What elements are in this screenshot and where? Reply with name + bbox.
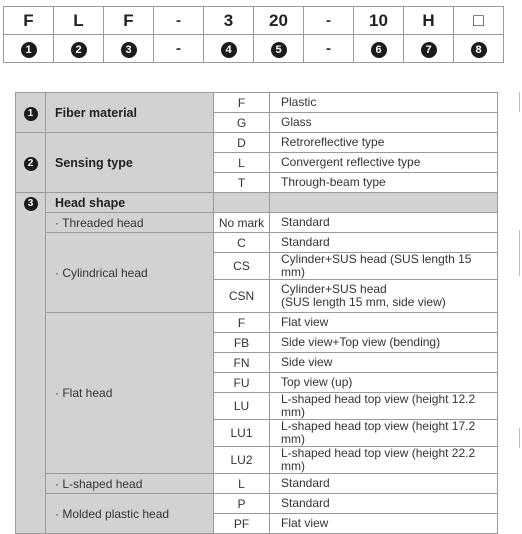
- option-desc: Standard: [270, 213, 498, 233]
- category-label: Sensing type: [46, 133, 214, 193]
- code-separator: -: [304, 7, 354, 35]
- option-code: L: [214, 153, 270, 173]
- option-code: CSN: [214, 280, 270, 313]
- code-letter: F: [4, 7, 54, 35]
- table-row: [16, 213, 498, 233]
- code-letter: L: [54, 7, 104, 35]
- option-code: FU: [214, 373, 270, 393]
- option-desc: Standard: [270, 494, 498, 514]
- option-code: G: [214, 113, 270, 133]
- option-desc: Standard: [270, 233, 498, 253]
- option-desc-line: (SUS length 15 mm, side view): [281, 295, 446, 309]
- option-desc: Flat view: [270, 313, 498, 333]
- page-edge-line: [519, 428, 520, 448]
- page-edge-line: [519, 92, 520, 112]
- code-letter: 10: [354, 7, 404, 35]
- option-desc: Top view (up): [270, 373, 498, 393]
- code-option-box: □: [454, 7, 504, 35]
- option-desc: L-shaped head top view (height 12.2 mm): [270, 393, 498, 420]
- spec-table: [15, 92, 498, 534]
- option-code: FB: [214, 333, 270, 353]
- subcategory-label: · L-shaped head: [46, 474, 214, 494]
- option-desc: Glass: [270, 113, 498, 133]
- code-letter: 20: [254, 7, 304, 35]
- code-letter-row: [4, 7, 504, 35]
- category-label: Fiber material: [46, 93, 214, 133]
- option-desc: Flat view: [270, 514, 498, 534]
- option-desc: Retroreflective type: [270, 133, 498, 153]
- subcategory-label: · Threaded head: [46, 213, 214, 233]
- option-code: D: [214, 133, 270, 153]
- code-letter: H: [404, 7, 454, 35]
- table-row: [16, 494, 498, 514]
- marker-badge: 1: [21, 42, 37, 58]
- marker-badge: 2: [24, 157, 38, 171]
- marker-badge: 3: [24, 197, 38, 211]
- table-row: [16, 93, 498, 113]
- marker-badge: 4: [221, 42, 237, 58]
- option-code: P: [214, 494, 270, 514]
- marker-badge: 5: [271, 42, 287, 58]
- marker-badge: 8: [471, 42, 487, 58]
- option-desc: L-shaped head top view (height 17.2 mm): [270, 420, 498, 447]
- option-desc: Side view: [270, 353, 498, 373]
- option-desc-line: Cylinder+SUS head: [281, 282, 387, 296]
- table-row: [16, 133, 498, 153]
- marker-badge: 2: [71, 42, 87, 58]
- option-code: PF: [214, 514, 270, 534]
- option-desc: Standard: [270, 474, 498, 494]
- category-label: Head shape: [46, 193, 214, 213]
- table-row: [16, 313, 498, 333]
- table-row: [16, 193, 498, 213]
- option-code: FN: [214, 353, 270, 373]
- marker-badge: 7: [421, 42, 437, 58]
- option-desc: L-shaped head top view (height 22.2 mm): [270, 447, 498, 474]
- option-code: LU: [214, 393, 270, 420]
- marker-badge: 6: [371, 42, 387, 58]
- option-code: C: [214, 233, 270, 253]
- part-code-grid: [3, 6, 504, 63]
- option-code: LU2: [214, 447, 270, 474]
- option-code: L: [214, 474, 270, 494]
- marker-badge: 1: [24, 107, 38, 121]
- subcategory-label: · Flat head: [46, 313, 214, 474]
- option-code: LU1: [214, 420, 270, 447]
- option-desc: Side view+Top view (bending): [270, 333, 498, 353]
- option-code: No mark: [214, 213, 270, 233]
- option-desc: Plastic: [270, 93, 498, 113]
- table-row: [16, 474, 498, 494]
- option-code: CS: [214, 253, 270, 280]
- code-letter: 3: [204, 7, 254, 35]
- option-code: T: [214, 173, 270, 193]
- option-desc: Convergent reflective type: [270, 153, 498, 173]
- option-code: F: [214, 93, 270, 113]
- marker-badge: 3: [121, 42, 137, 58]
- option-desc: Cylinder+SUS head (SUS length 15 mm): [270, 253, 498, 280]
- option-desc: Through-beam type: [270, 173, 498, 193]
- option-code: F: [214, 313, 270, 333]
- code-separator: -: [154, 7, 204, 35]
- page-edge-line: [519, 230, 520, 276]
- code-marker-row: [4, 35, 504, 63]
- option-desc: [270, 280, 498, 313]
- code-separator: -: [154, 35, 204, 63]
- table-row: [16, 233, 498, 253]
- subcategory-label: · Molded plastic head: [46, 494, 214, 534]
- code-letter: F: [104, 7, 154, 35]
- code-separator: -: [304, 35, 354, 63]
- subcategory-label: · Cylindrical head: [46, 233, 214, 313]
